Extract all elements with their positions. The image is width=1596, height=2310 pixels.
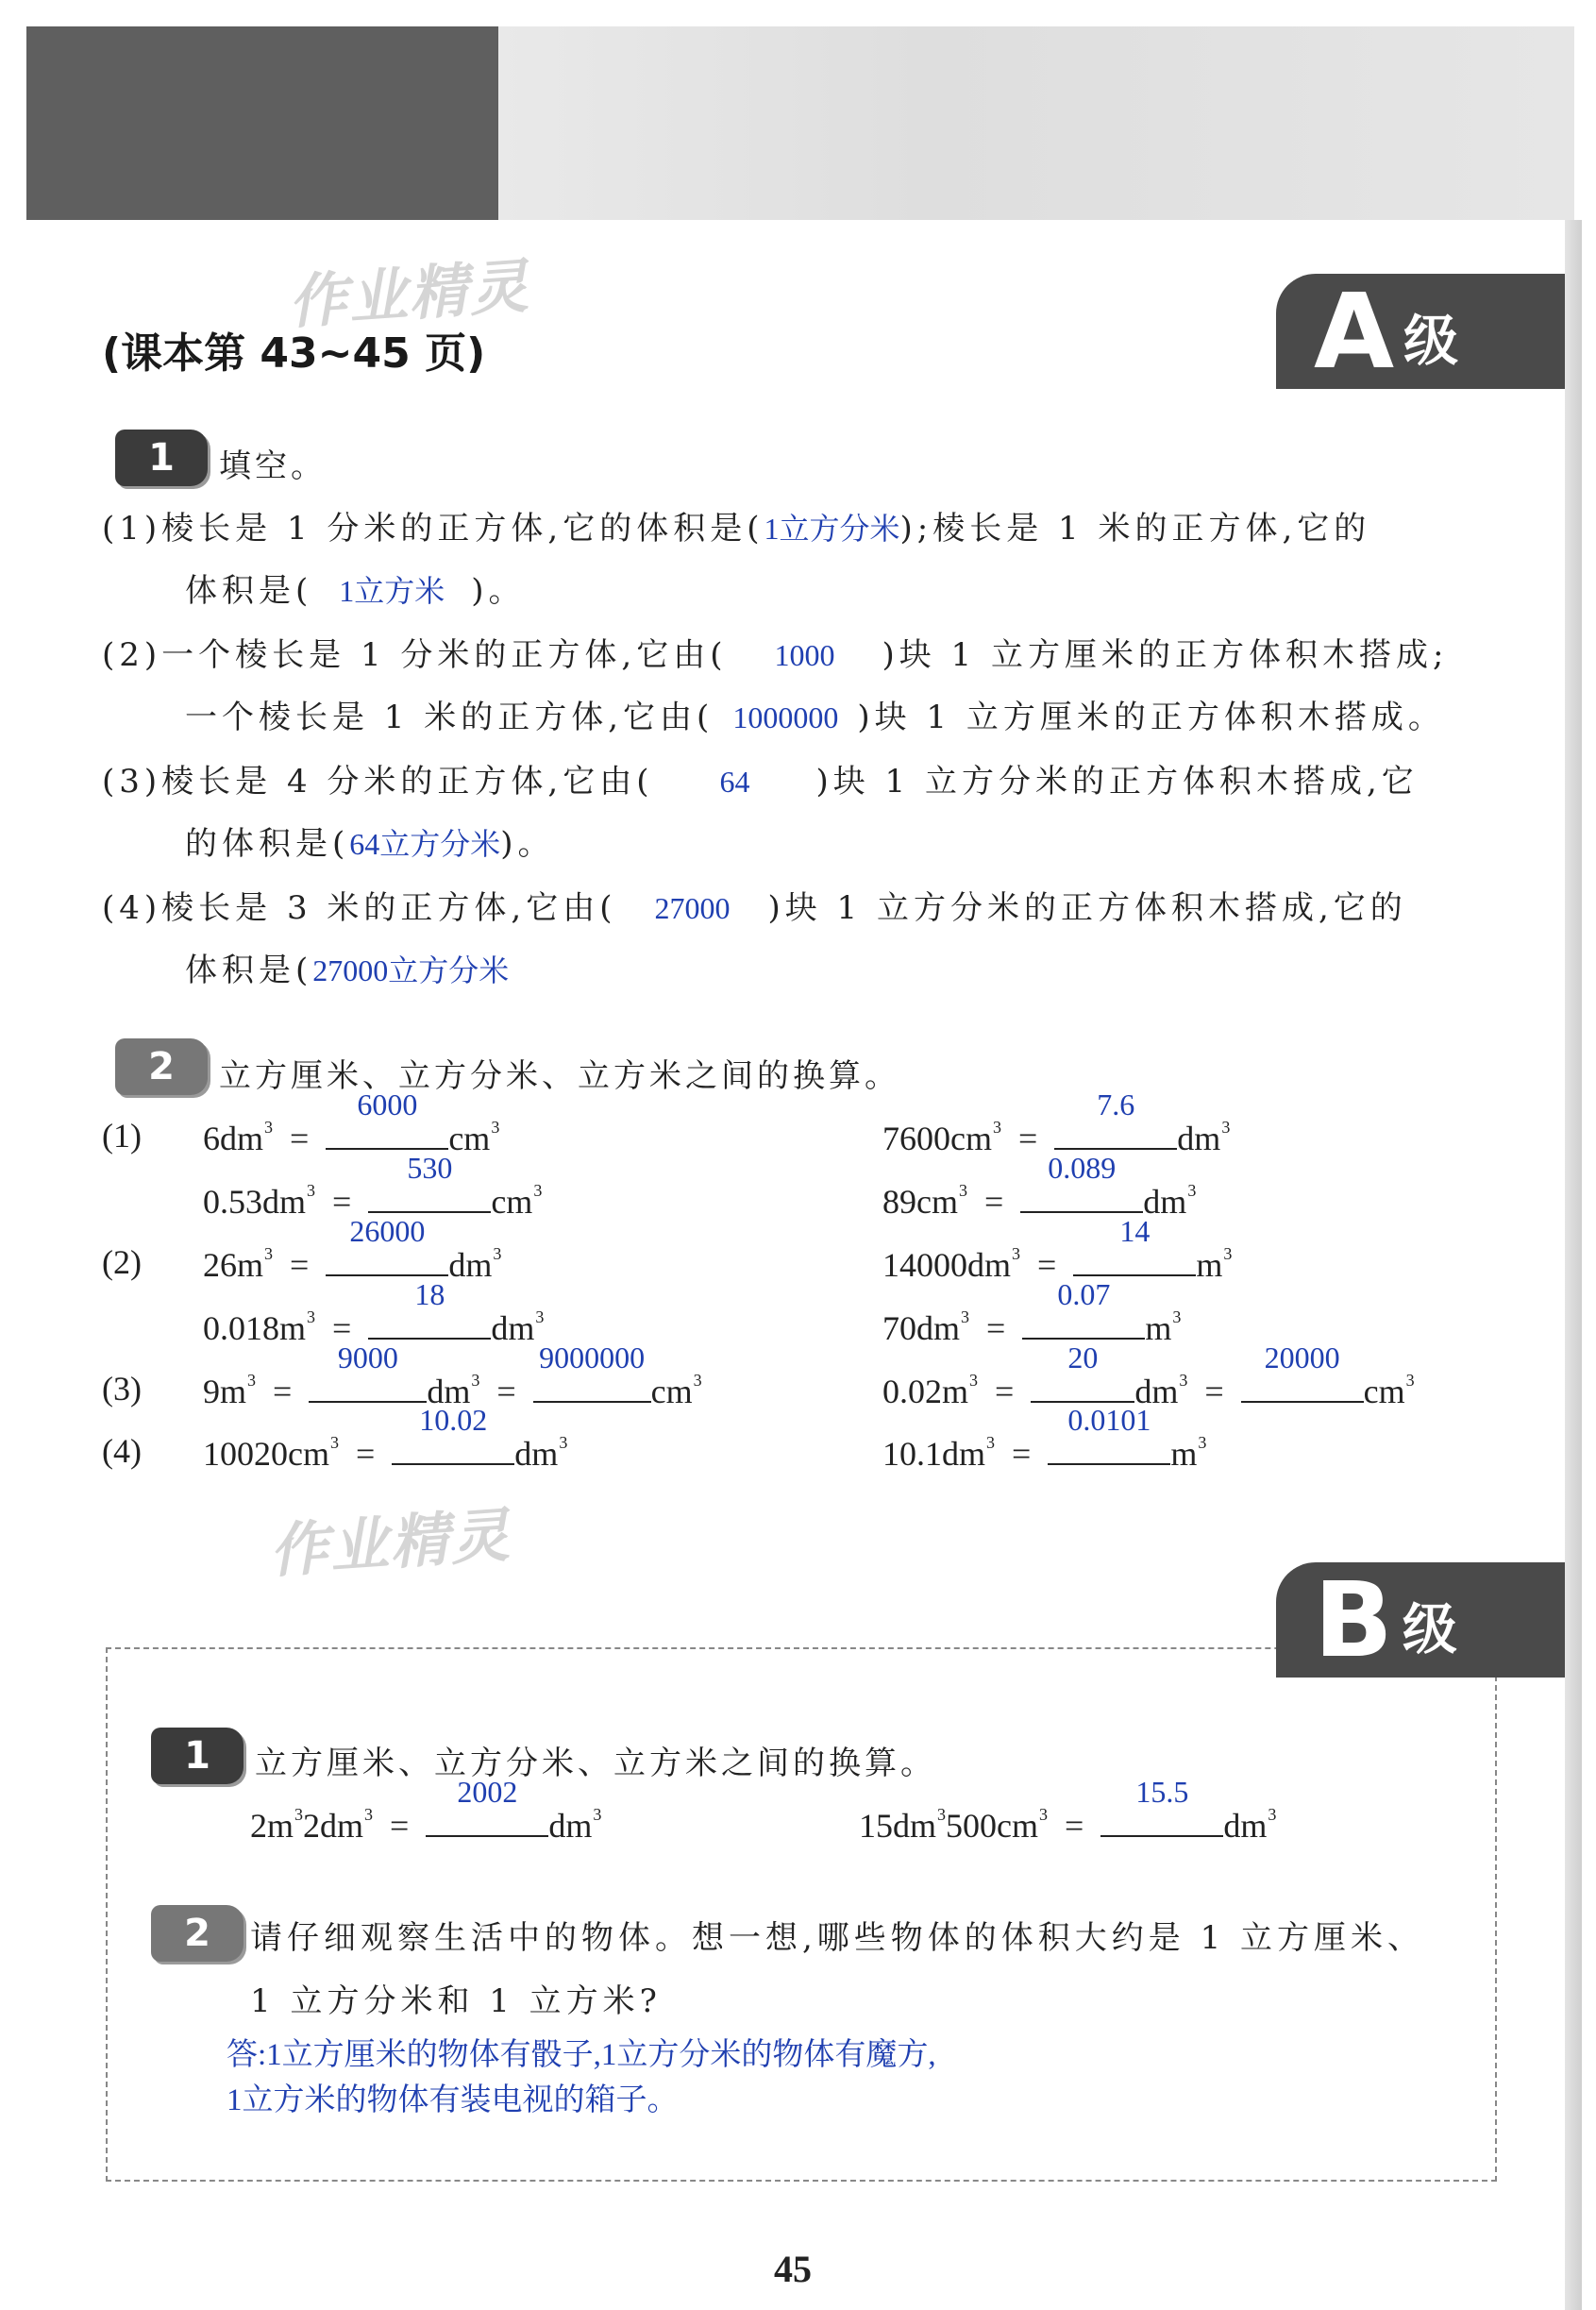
fill-line: 一个棱长是 1 米的正方体,它由( 1000000 )块 1 立方厘米的正方体积木搭成。 [185, 699, 1445, 736]
answer: 64立方分米 [349, 827, 501, 861]
conversion: $9m^3$ = 9000 $dm^3$ = 9000000 $cm^3$ [203, 1340, 702, 1410]
question-number-badge: 1 [115, 430, 208, 486]
watermark: 作业精灵 [286, 251, 532, 337]
question-title: 立方厘米、立方分米、立方米之间的换算。 [219, 1057, 900, 1095]
conversion: $15dm^3500cm^3$ = 15.5 $dm^3$ [859, 1775, 1277, 1845]
conversion: $10020cm^3$ = 10.02 $dm^3$ [203, 1403, 568, 1473]
item-label: (3) [102, 1370, 142, 1408]
conversion: $26m^3$ = 26000 $dm^3$ [203, 1214, 502, 1284]
conversion: $6dm^3$ = 6000 $cm^3$ [203, 1088, 500, 1157]
question-number-badge: 2 [151, 1905, 244, 1962]
answer: 64 [719, 765, 750, 799]
conversion: $0.53dm^3$ = 530 $cm^3$ [203, 1151, 543, 1221]
fill-line: 体积是(27000立方分米 [185, 952, 510, 989]
fill-line: 的体积是(64立方分米)。 [185, 825, 555, 863]
conversion: $10.1dm^3$ = 0.0101 $m^3$ [882, 1403, 1207, 1473]
answer: 1立方米 [339, 574, 445, 608]
textbook-reference: (课本第 43~45 页) [102, 329, 486, 378]
level-a-suffix: 级 [1403, 309, 1459, 373]
fill-line: 体积是( 1立方米 )。 [185, 572, 526, 610]
question-title: 请仔细观察生活中的物体。想一想,哪些物体的体积大约是 1 立方厘米、 [250, 1919, 1425, 1957]
conversion: $70dm^3$ = 0.07 $m^3$ [882, 1277, 1182, 1347]
answer: 1000000 [732, 700, 839, 734]
item-label: (2) [102, 1243, 142, 1281]
question-number-badge: 1 [151, 1728, 244, 1784]
conversion: $2m^32dm^3$ = 2002 $dm^3$ [250, 1775, 602, 1845]
conversion: $14000dm^3$ = 14 $m^3$ [882, 1214, 1233, 1284]
conversion: $7600cm^3$ = 7.6 $dm^3$ [882, 1088, 1231, 1157]
fill-line: (3)棱长是 4 分米的正方体,它由( 64 )块 1 立方分米的正方体积木搭成,它 [102, 763, 1419, 801]
page-edge [1565, 220, 1582, 2310]
question-number-badge: 2 [115, 1038, 208, 1095]
header-dark-band [26, 26, 498, 220]
fill-line: (4)棱长是 3 米的正方体,它由( 27000 )块 1 立方分米的正方体积木搭成,它的 [102, 889, 1407, 927]
fill-line: (1)棱长是 1 分米的正方体,它的体积是(1立方分米);棱长是 1 米的正方体,它的 [102, 510, 1371, 548]
item-label: (1) [102, 1117, 142, 1155]
fill-line: (2)一个棱长是 1 分米的正方体,它由( 1000 )块 1 立方厘米的正方体积木搭成; [102, 636, 1449, 674]
watermark: 作业精灵 [267, 1500, 513, 1586]
answer: 1立方米的物体有装电视的箱子。 [227, 2083, 679, 2117]
level-b-letter: B [1314, 1560, 1393, 1680]
question-title: 填空。 [219, 447, 327, 485]
page-number: 45 [774, 2248, 812, 2290]
question-title: 立方厘米、立方分米、立方米之间的换算。 [255, 1745, 936, 1782]
conversion: $0.018m^3$ = 18 $dm^3$ [203, 1277, 545, 1347]
answer: 27000立方分米 [312, 953, 510, 987]
level-b-tab [1276, 1562, 1565, 1678]
level-a-letter: A [1314, 271, 1395, 392]
question-title-continued: 1 立方分米和 1 立方米? [250, 1982, 662, 2020]
answer: 1000 [774, 638, 835, 672]
answer: 27000 [654, 891, 731, 925]
answer: 答:1立方厘米的物体有骰子,1立方分米的物体有魔方, [227, 2038, 936, 2072]
item-label: (4) [102, 1432, 142, 1470]
conversion: $0.02m^3$ = 20 $dm^3$ = 20000 $cm^3$ [882, 1340, 1415, 1410]
level-b-suffix: 级 [1402, 1597, 1457, 1661]
conversion: $89cm^3$ = 0.089 $dm^3$ [882, 1151, 1197, 1221]
answer: 1立方分米 [764, 512, 900, 546]
level-a-tab [1276, 271, 1565, 392]
header-light-band [498, 26, 1574, 220]
